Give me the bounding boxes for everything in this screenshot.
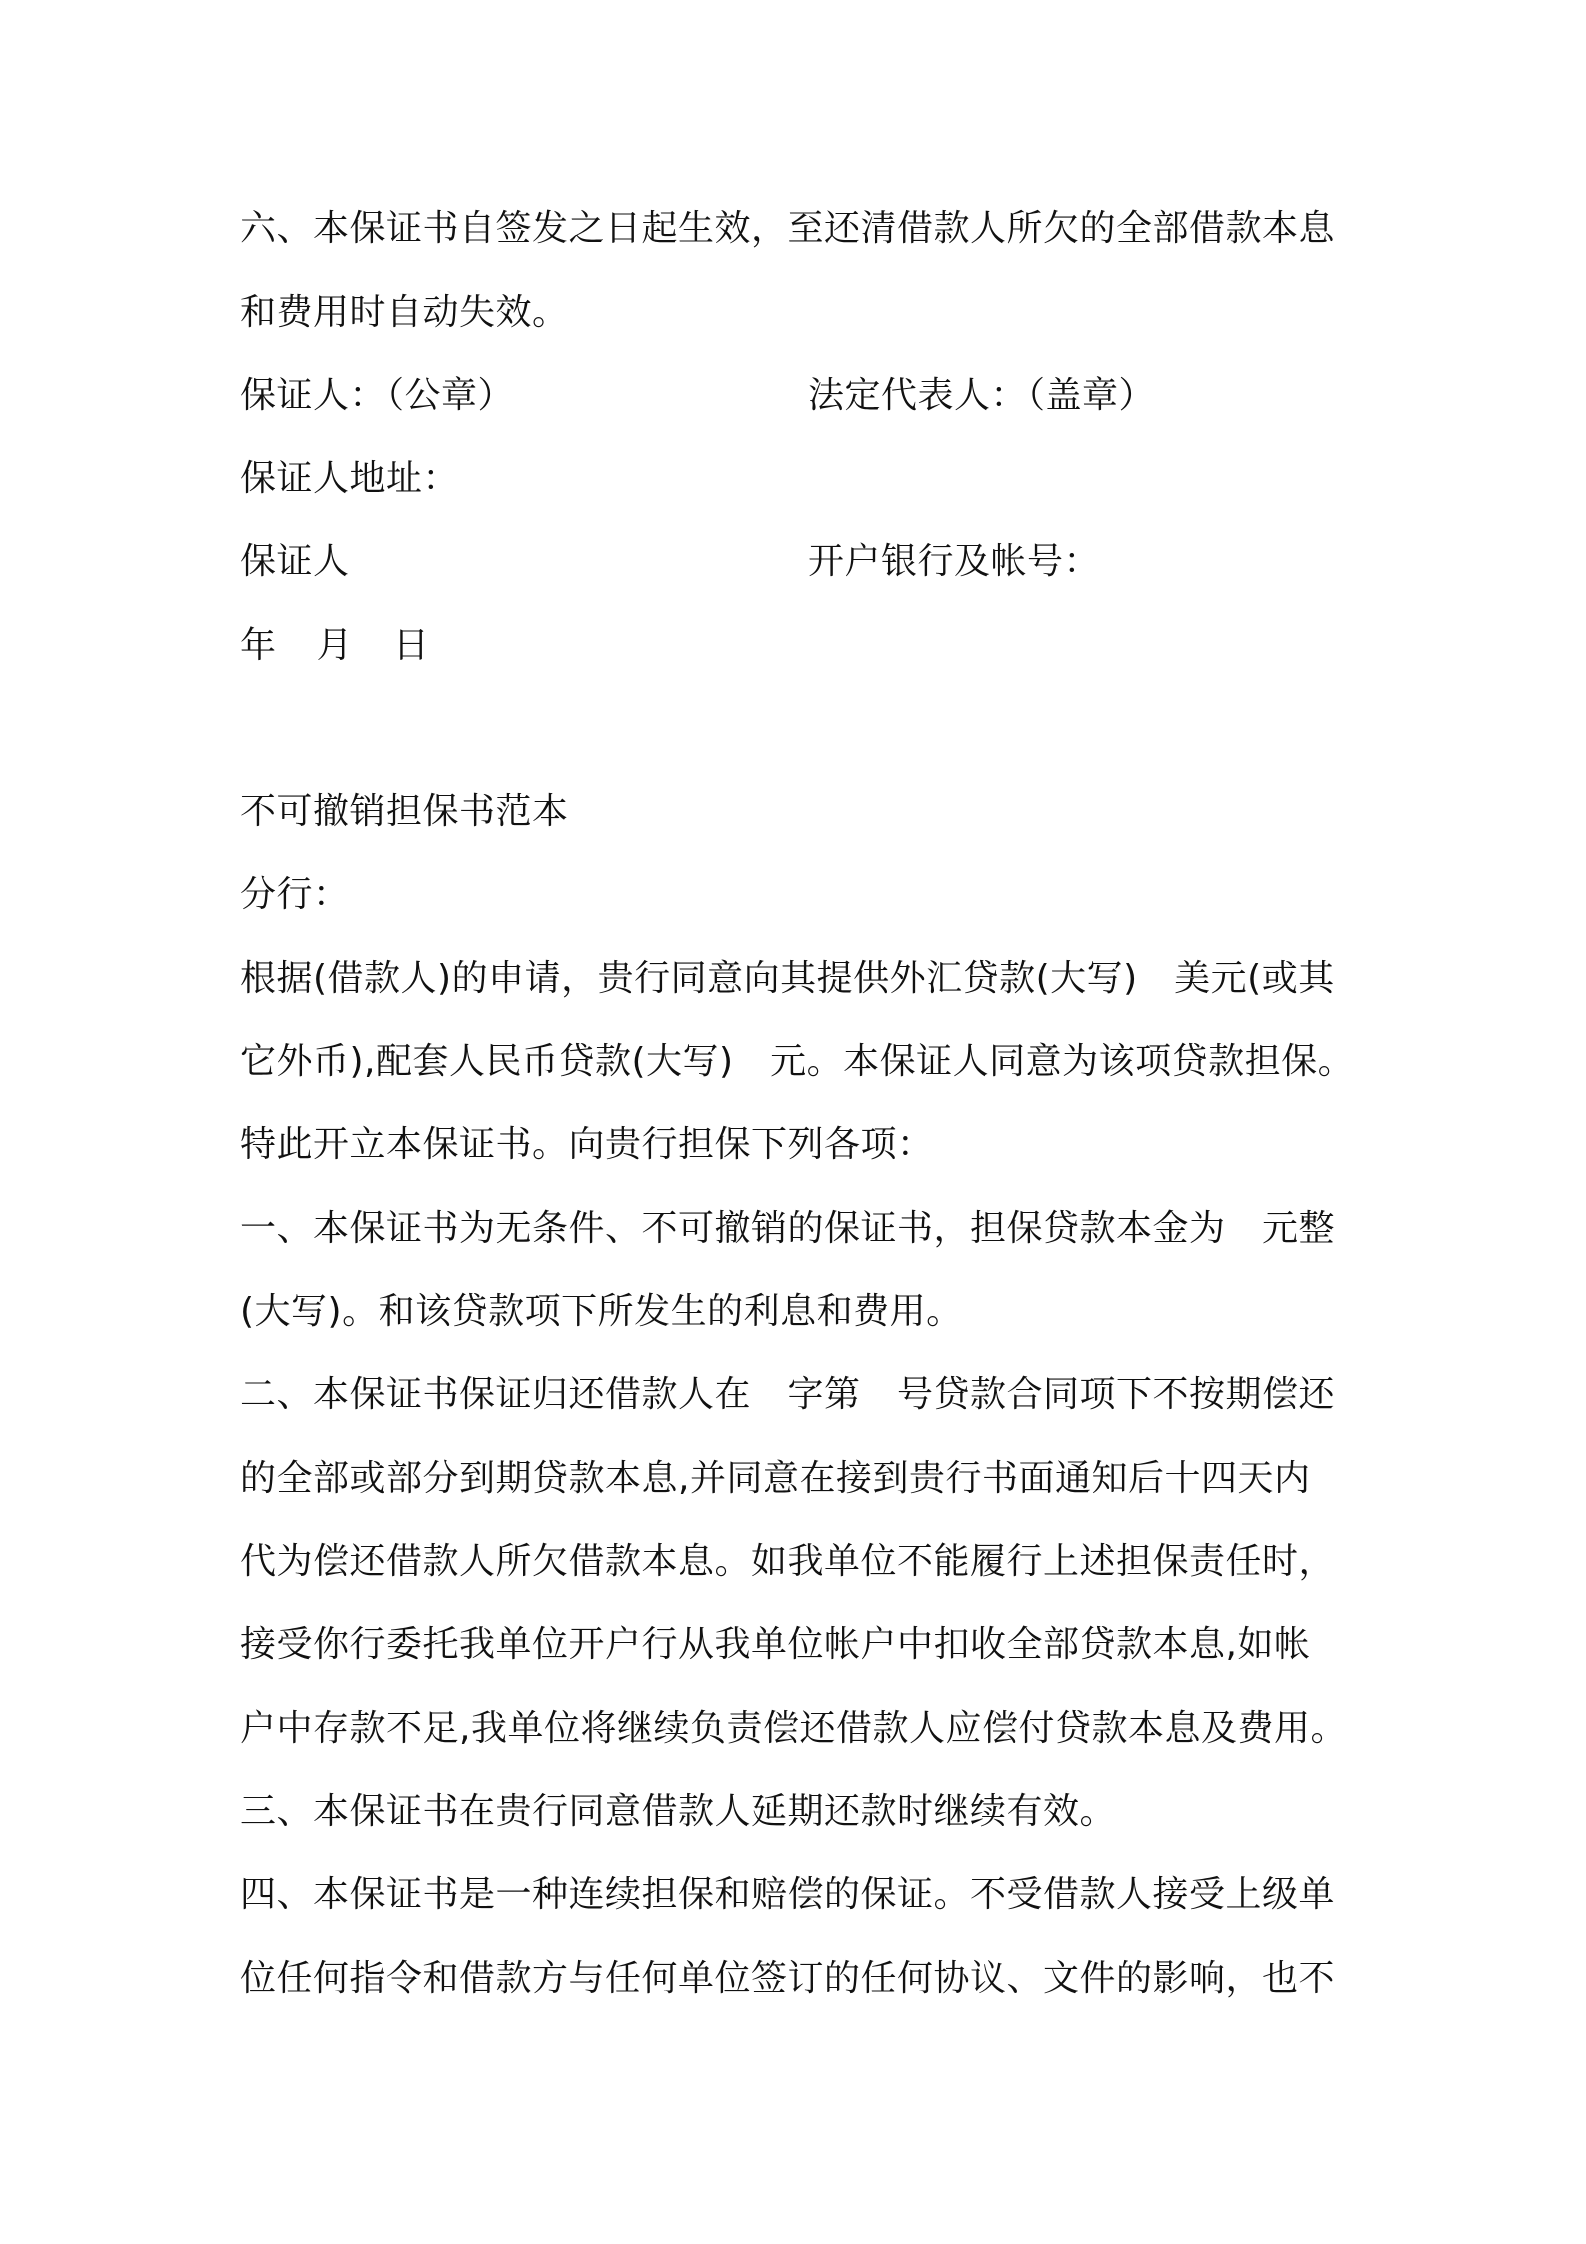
clause-1-line-2: (大写)。和该贷款项下所发生的利息和费用。: [240, 1291, 963, 1332]
intro-line-1: 根据(借款人)的申请，贵行同意向其提供外汇贷款(大写) 美元(或其: [240, 958, 1335, 999]
date-year: 年: [240, 625, 277, 666]
clause-2-line-2: 的全部或部分到期贷款本息,并同意在接到贵行书面通知后十四天内: [240, 1458, 1311, 1499]
clause-6-line-1: 六、本保证书自签发之日起生效，至还清借款人所欠的全部借款本息: [240, 208, 1336, 249]
clause-2-line-5: 户中存款不足,我单位将继续负责偿还借款人应偿付贷款本息及费用。: [240, 1708, 1347, 1749]
guarantor-seal-label: 保证人：（公章）: [240, 375, 515, 416]
clause-2-line-3: 代为偿还借款人所欠借款本息。如我单位不能履行上述担保责任时，: [240, 1541, 1336, 1582]
date-month: 月: [316, 625, 354, 666]
clause-2-line-4: 接受你行委托我单位开户行从我单位帐户中扣收全部贷款本息,如帐: [240, 1624, 1311, 1665]
guarantor-label: 保证人: [240, 541, 350, 582]
clause-4-line-2: 位任何指令和借款方与任何单位签订的任何协议、文件的影响，也不: [240, 1958, 1336, 1999]
clause-6-line-2: 和费用时自动失效。: [240, 292, 569, 333]
clause-2-line-1: 二、本保证书保证归还借款人在 字第 号贷款合同项下不按期偿还: [240, 1374, 1336, 1415]
document-title: 不可撤销担保书范本: [240, 791, 569, 832]
clause-1-line-1: 一、本保证书为无条件、不可撤销的保证书，担保贷款本金为 元整: [240, 1208, 1336, 1249]
bank-account-label: 开户银行及帐号：: [808, 541, 1101, 582]
intro-line-3: 特此开立本保证书。向贵行担保下列各项：: [240, 1124, 934, 1165]
clause-3-line-1: 三、本保证书在贵行同意借款人延期还款时继续有效。: [240, 1791, 1117, 1832]
date-line: [240, 616, 1370, 676]
legal-representative-seal-label: 法定代表人：（盖章）: [808, 375, 1156, 416]
intro-line-2: 它外币),配套人民币贷款(大写) 元。本保证人同意为该项贷款担保。: [240, 1041, 1355, 1082]
clause-4-line-1: 四、本保证书是一种连续担保和赔偿的保证。不受借款人接受上级单: [240, 1874, 1336, 1915]
guarantor-address-label: 保证人地址：: [240, 458, 460, 499]
branch-label: 分行：: [240, 874, 350, 915]
date-day: 日: [393, 625, 430, 666]
